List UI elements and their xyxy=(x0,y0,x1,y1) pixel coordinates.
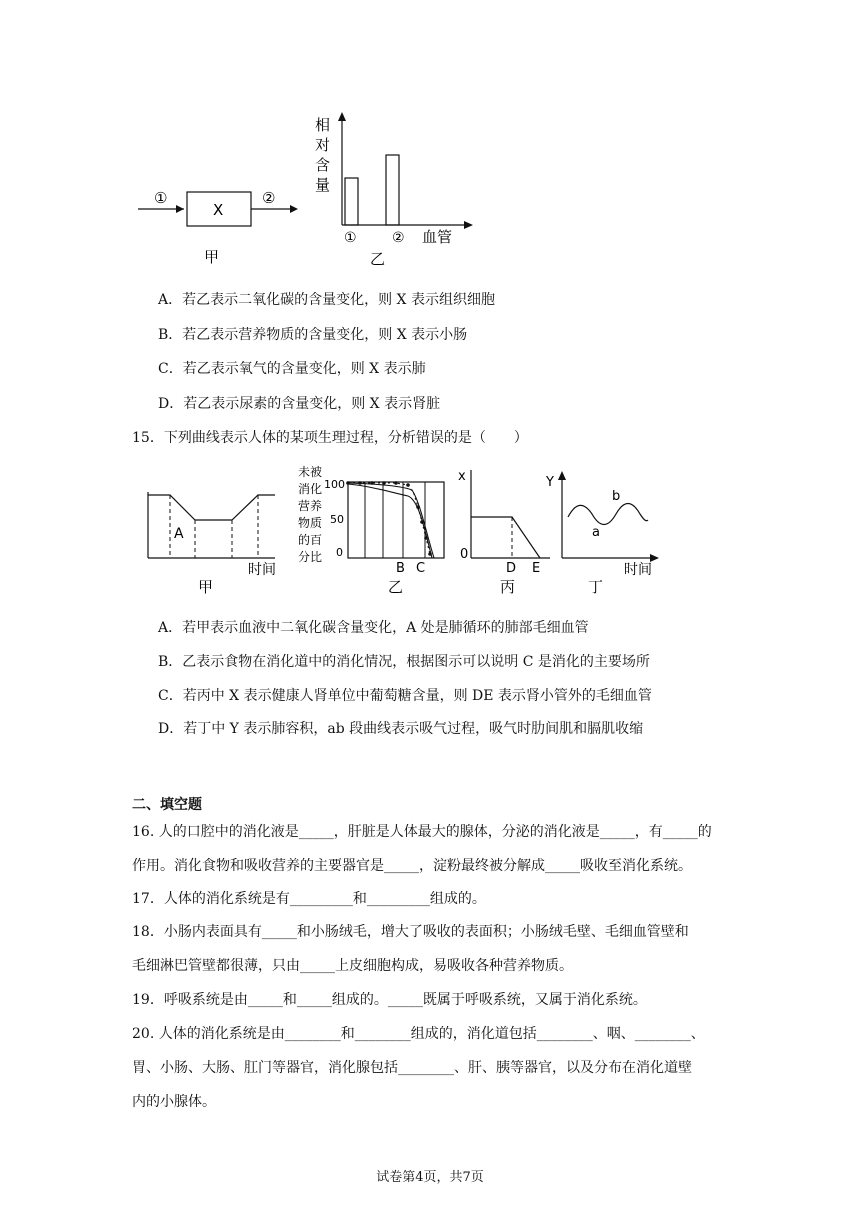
page-footer: 试卷第4页，共7页 xyxy=(376,1170,484,1185)
f15-yi-b: B xyxy=(396,561,405,576)
jia-caption: 甲 xyxy=(204,248,220,266)
f15-bing-e: E xyxy=(532,561,541,576)
f15-yi-ylabel-2: 消化 xyxy=(298,482,323,496)
figure-14-yi-bar-chart xyxy=(310,106,475,271)
figure-15-bing xyxy=(458,469,550,596)
f15-jia-time: 时间 xyxy=(248,562,276,578)
q15-option-c: C．若丙中 X 表示健康人肾单位中葡萄糖含量，则 DE 表示肾小管外的毛细血管 xyxy=(158,688,652,704)
q15-option-b: B．乙表示食物在消化道中的消化情况，根据图示可以说明 C 是消化的主要场所 xyxy=(158,654,650,670)
x-box-label: X xyxy=(213,201,224,219)
bar-2 xyxy=(386,155,399,225)
f15-yi-ylabel-3: 营养 xyxy=(298,499,323,513)
jia-out-label: ② xyxy=(262,189,276,207)
f15-yi-ylabel-6: 分比 xyxy=(298,550,323,564)
f15-ding-y: Y xyxy=(546,475,554,490)
q14-option-a: A．若乙表示二氧化碳的含量变化，则 X 表示组织细胞 xyxy=(158,292,495,308)
q17: 17．人体的消化系统是有_________和_________组成的。 xyxy=(132,891,486,907)
f15-ding-time: 时间 xyxy=(624,562,652,578)
f15-bing-x: x xyxy=(458,469,466,484)
f15-jia-a: A xyxy=(174,526,184,542)
f15-yi-50: 50 xyxy=(330,513,344,526)
f15-yi-ylabel-1: 未被 xyxy=(298,465,323,479)
yi-caption: 乙 xyxy=(370,250,386,268)
figure-14-jia xyxy=(130,180,310,270)
f15-ding-caption: 丁 xyxy=(588,578,604,596)
q15-stem: 15．下列曲线表示人体的某项生理过程，分析错误的是（ ） xyxy=(132,430,528,446)
yi-ylabel-1: 相 xyxy=(315,116,331,134)
yi-ylabel-2: 对 xyxy=(315,136,331,154)
section-title-fill-in: 二、填空题 xyxy=(132,797,202,813)
q20-line-1: 20. 人体的消化系统是由________和________组成的，消化道包括________、咽、________、 xyxy=(132,1026,705,1042)
q20-line-2: 胃、小肠、大肠、肛门等器官，消化腺包括________、肝、胰等器官，以及分布在消化道壁 xyxy=(132,1060,692,1076)
figure-15-jia xyxy=(148,492,276,596)
q15-option-a: A．若甲表示血液中二氧化碳含量变化，A 处是肺循环的肺部毛细血管 xyxy=(158,620,589,636)
f15-ding-b: b xyxy=(612,489,621,504)
figure-15-yi xyxy=(298,464,444,596)
f15-bing-0: 0 xyxy=(460,547,469,562)
yi-xtick-2: ② xyxy=(392,230,405,246)
figure-15-ding xyxy=(545,471,659,596)
q15-option-d: D．若丁中 Y 表示肺容积，ab 段曲线表示吸气过程，吸气时肋间肌和膈肌收缩 xyxy=(158,721,644,737)
yi-ylabel-4: 量 xyxy=(315,176,331,194)
f15-yi-0: 0 xyxy=(336,546,343,559)
q14-option-b: B．若乙表示营养物质的含量变化，则 X 表示小肠 xyxy=(158,327,468,343)
q18-line-2: 毛细淋巴管壁都很薄，只由_____上皮细胞构成，易吸收各种营养物质。 xyxy=(132,958,573,974)
q14-option-d: D．若乙表示尿素的含量变化，则 X 表示肾脏 xyxy=(158,396,441,412)
f15-yi-100: 100 xyxy=(324,478,345,491)
f15-bing-caption: 丙 xyxy=(500,578,516,596)
f15-bing-d: D xyxy=(506,561,517,576)
yi-xtick-1: ① xyxy=(344,230,357,246)
f15-yi-ylabel-4: 物质 xyxy=(298,516,323,530)
f15-yi-caption: 乙 xyxy=(388,578,404,596)
jia-in-label: ① xyxy=(154,189,168,207)
yi-ylabel-3: 含 xyxy=(315,156,331,174)
f15-jia-caption: 甲 xyxy=(198,578,214,596)
f15-ding-a: a xyxy=(592,525,600,540)
q16-line-1: 16. 人的口腔中的消化液是_____，肝脏是人体最大的腺体，分泌的消化液是_____，有_____的 xyxy=(132,824,712,840)
figure-15 xyxy=(140,462,660,602)
q18-line-1: 18．小肠内表面具有_____和小肠绒毛，增大了吸收的表面积；小肠绒毛壁、毛细血管壁和 xyxy=(132,924,689,940)
q19: 19．呼吸系统是由_____和_____组成的。_____既属于呼吸系统，又属于消化系统。 xyxy=(132,992,647,1008)
q20-line-3: 内的小腺体。 xyxy=(132,1094,216,1110)
f15-yi-c: C xyxy=(416,561,426,576)
q14-option-c: C．若乙表示氧气的含量变化，则 X 表示肺 xyxy=(158,361,426,377)
bar-1 xyxy=(345,178,358,225)
yi-xlabel: 血管 xyxy=(422,228,453,246)
q16-line-2: 作用。消化食物和吸收营养的主要器官是_____，淀粉最终被分解成_____吸收至消化系统。 xyxy=(132,858,692,874)
f15-yi-ylabel-5: 的百 xyxy=(298,533,323,547)
